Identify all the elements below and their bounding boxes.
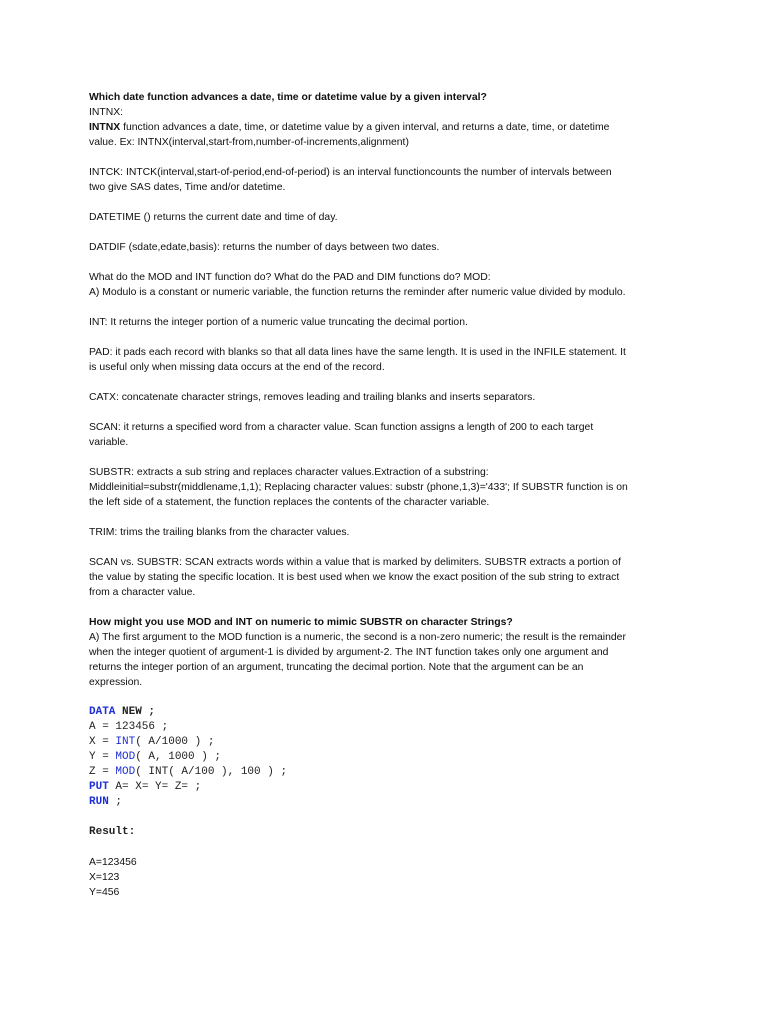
paragraph-line: SCAN vs. SUBSTR: SCAN extracts words within a value that is marked by delimiters. SUBSTR extracts a portion of (89, 557, 621, 568)
code-text: Z = (89, 766, 116, 778)
code-text: ( A, 1000 ) ; (135, 751, 222, 763)
code-text: X = (89, 736, 116, 748)
answer-line: when the integer quotient of argument-1 is divided by argument-2. The INT function takes only one argument and (89, 647, 609, 658)
paragraph-line: SUBSTR: extracts a sub string and replaces character values.Extraction of a substring: (89, 467, 489, 478)
paragraph-line: INT: It returns the integer portion of a numeric value truncating the decimal portion. (89, 317, 468, 328)
code-line (89, 765, 684, 780)
answer-line: expression. (89, 677, 143, 688)
code-text: A = 123456 ; (89, 721, 169, 733)
paragraph-line: What do the MOD and INT function do? What do the PAD and DIM functions do? MOD: (89, 272, 491, 283)
code-text: ( A/1000 ) ; (135, 736, 215, 748)
code-line (89, 750, 684, 765)
code-line (89, 795, 684, 810)
code-function: MOD (115, 766, 136, 778)
code-keyword: RUN (89, 796, 109, 808)
paragraph-line: CATX: concatenate character strings, removes leading and trailing blanks and inserts separators. (89, 392, 536, 403)
question-date-function: Which date function advances a date, time or datetime value by a given interval? (89, 92, 487, 103)
code-text: NEW ; (115, 706, 156, 718)
paragraph-line: from a character value. (89, 587, 196, 598)
result-values (89, 855, 684, 900)
code-line (89, 705, 684, 720)
paragraph-line: SCAN: it returns a specified word from a character value. Scan function assigns a length of 200 to each target (89, 422, 594, 433)
code-function: MOD (115, 751, 136, 763)
paragraph-line: is useful only when missing data occurs at the end of the record. (89, 362, 385, 373)
code-line (89, 720, 684, 735)
paragraph-group (89, 165, 684, 600)
paragraph-line: the left side of a statement, the function replaces the contents of the character variable. (89, 497, 490, 508)
paragraph-line: two give SAS dates, Time and/or datetime. (89, 182, 286, 193)
result-label: Result: (89, 826, 136, 838)
code-line (89, 735, 684, 750)
code-text: ( INT( A/100 ), 100 ) ; (135, 766, 288, 778)
answer-line: returns the integer portion of an argument, truncating the decimal portion. Note that the argument can be an (89, 662, 584, 673)
code-keyword: PUT (89, 781, 109, 793)
code-line (89, 780, 684, 795)
question-mod-int: How might you use MOD and INT on numeric to mimic SUBSTR on character Strings? (89, 617, 513, 628)
paragraph-line: A) Modulo is a constant or numeric variable, the function returns the reminder after numeric value divided by modulo. (89, 287, 626, 298)
intnx-desc-line2: value. Ex: INTNX(interval,start-from,number-of-increments,alignment) (89, 137, 409, 148)
answer-line: A) The first argument to the MOD function is a numeric, the second is a non-zero numeric; the result is the remainder (89, 632, 626, 643)
intnx-term: INTNX (89, 122, 121, 133)
paragraph-line: DATETIME () returns the current date and time of day. (89, 212, 338, 223)
intnx-description (89, 120, 684, 135)
paragraph-line: TRIM: trims the trailing blanks from the character values. (89, 527, 350, 538)
result-value: Y=456 (89, 887, 120, 898)
code-keyword: DATA (89, 706, 116, 718)
code-text: Y = (89, 751, 116, 763)
code-block (89, 705, 684, 810)
code-text: A= X= Y= Z= ; (108, 781, 202, 793)
paragraph-line: PAD: it pads each record with blanks so that all data lines have the same length. It is used in the INFILE statement. It (89, 347, 626, 358)
paragraph-line: DATDIF (sdate,edate,basis): returns the number of days between two dates. (89, 242, 440, 253)
paragraph-line: Middleinitial=substr(middlename,1,1); Replacing character values: substr (phone,1,3)='433'; If SUBSTR function is on (89, 482, 628, 493)
code-function: INT (115, 736, 136, 748)
answer-label: INTNX: (89, 107, 124, 118)
intnx-desc-line1: function advances a date, time, or datetime value by a given interval, and returns a date, time, or datetime (120, 122, 610, 133)
result-value: A=123456 (89, 857, 137, 868)
document-body (89, 90, 684, 900)
code-text: ; (108, 796, 123, 808)
paragraph-line: the value by stating the specific location. It is best used when we know the exact position of the sub string to extract (89, 572, 620, 583)
result-value: X=123 (89, 872, 120, 883)
paragraph-line: variable. (89, 437, 129, 448)
paragraph-line: INTCK: INTCK(interval,start-of-period,end-of-period) is an interval functioncounts the number of intervals between (89, 167, 612, 178)
